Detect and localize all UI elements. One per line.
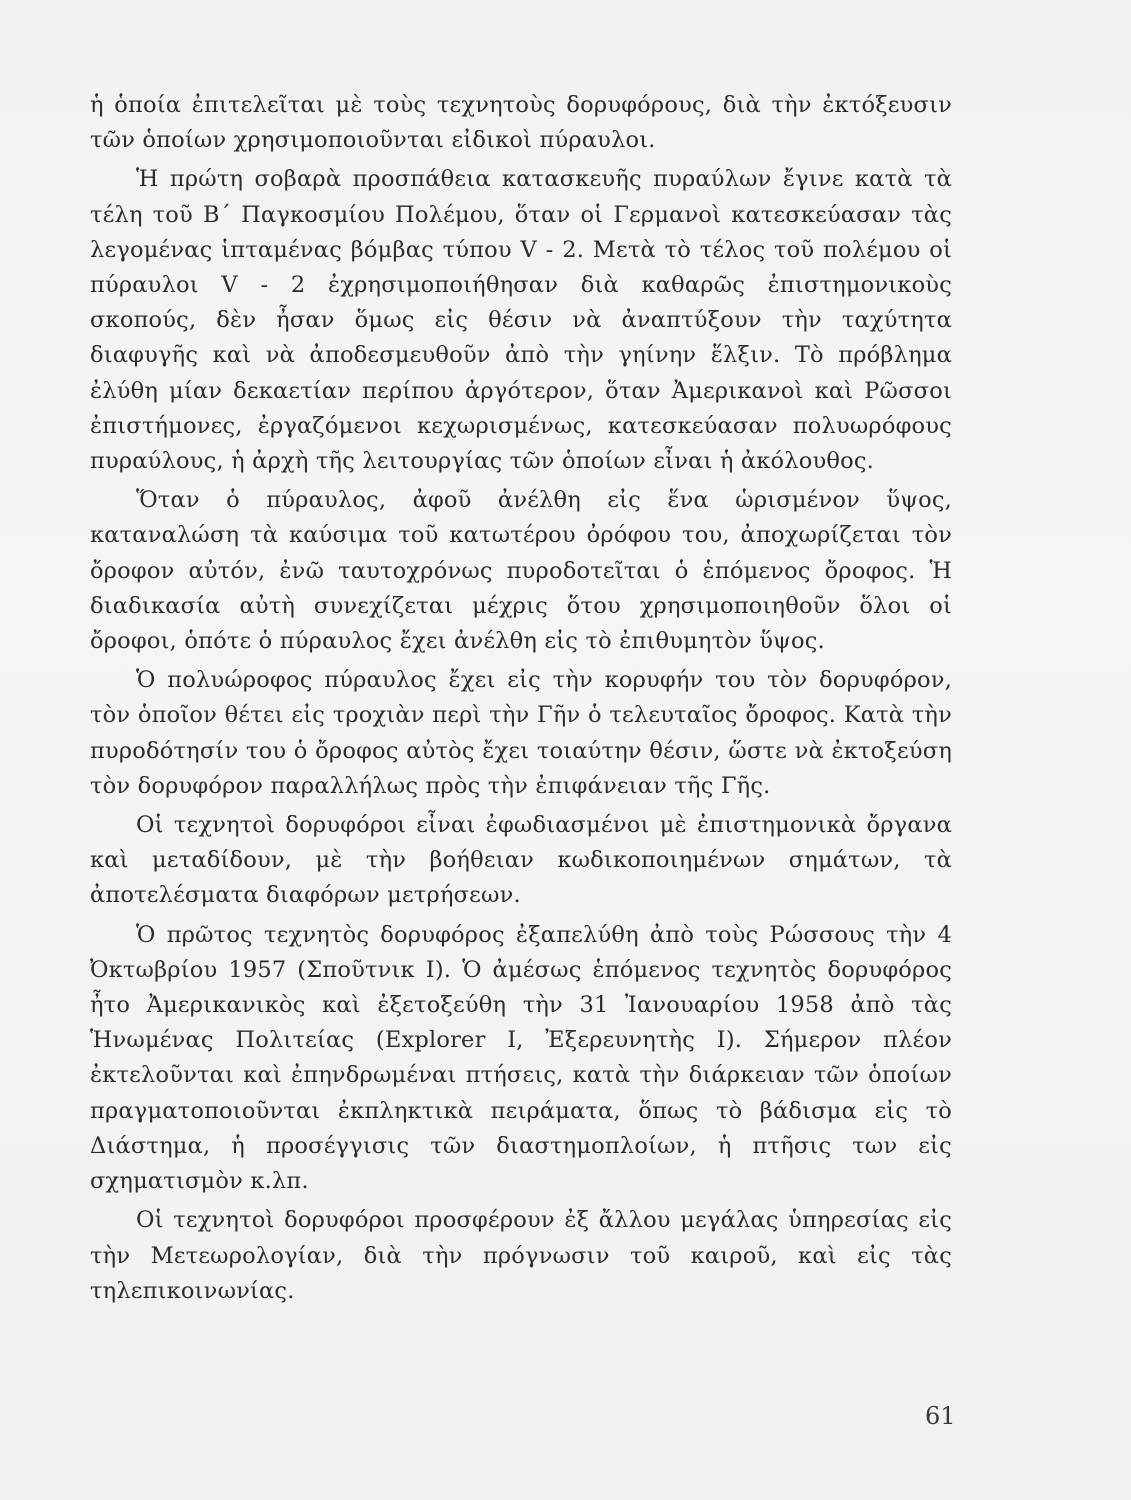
paragraph-continuation: ἡ ὁποία ἐπιτελεῖται μὲ τοὺς τεχνητοὺς δορυφόρους, διὰ τὴν ἐκτόξευσιν τῶν ὁποίων χρησιμοποιοῦνται εἰδικοὶ πύραυλοι. — [90, 92, 952, 154]
paragraph-satellite-services: Οἱ τεχνητοὶ δορυφόροι προσφέρουν ἐξ ἄλλου μεγάλας ὑπηρεσίας εἰς τὴν Μετεωρολογίαν, διὰ τὴν πρόγνωσιν τοῦ καιροῦ, καὶ εἰς τὰς τηλεπικοινωνίας. — [90, 1207, 952, 1304]
paragraph-first-satellites: Ὁ πρῶτος τεχνητὸς δορυφόρος ἐξαπελύθη ἀπὸ τοὺς Ρώσσους τὴν 4 Ὀκτωβρίου 1957 (Σποῦτνικ Ι). Ὁ ἀμέσως ἑπόμενος τεχνητὸς δορυφόρος ἦτο Ἀμερικανικὸς καὶ ἐξετοξεύθη τὴν 31 Ἰανουαρίου 1958 ἀπὸ τὰς Ἡνωμένας Πολιτείας (Explorer I, Ἐξερευνητὴς Ι). Σήμερον πλέον ἐκτελοῦνται καὶ ἐπηνδρωμέναι πτήσεις, κατὰ τὴν διάρκειαν τῶν ὁποίων πραγματοποιοῦνται ἐκπληκτικὰ πειράματα, ὅπως τὸ βάδισμα εἰς τὸ Διάστημα, ἡ προσέγγισις τῶν διαστημοπλοίων, ἡ πτῆσις των εἰς σχηματισμὸν κ.λπ. — [90, 921, 952, 1195]
paragraph-stage-separation: Ὅταν ὁ πύραυλος, ἀφοῦ ἀνέλθη εἰς ἕνα ὡρισμένον ὕψος, καταναλώση τὰ καύσιμα τοῦ κατωτέρου ὀρόφου του, ἀποχωρίζεται τὸν ὄροφον αὐτόν, ἐνῶ ταυτοχρόνως πυροδοτεῖται ὁ ἑπόμενος ὄροφος. Ἡ διαδικασία αὐτὴ συνεχίζεται μέχρις ὅτου χρησιμοποιηθοῦν ὅλοι οἱ ὄροφοι, ὁπότε ὁ πύραυλος ἔχει ἀνέλθη εἰς τὸ ἐπιθυμητὸν ὕψος. — [90, 487, 952, 655]
paragraph-satellite-instruments: Οἱ τεχνητοὶ δορυφόροι εἶναι ἐφωδιασμένοι μὲ ἐπιστημονικὰ ὄργανα καὶ μεταδίδουν, μὲ τὴν βοήθειαν κωδικοποιημένων σημάτων, τὰ ἀποτελέσματα διαφόρων μετρήσεων. — [90, 812, 952, 909]
page-number: 61 — [925, 1402, 956, 1430]
body-text — [90, 88, 952, 1313]
paragraph-satellite-orbit: Ὁ πολυώροφος πύραυλος ἔχει εἰς τὴν κορυφήν του τὸν δορυφόρον, τὸν ὁποῖον θέτει εἰς τροχιὰν περὶ τὴν Γῆν ὁ τελευταῖος ὄροφος. Κατὰ τὴν πυροδότησίν του ὁ ὄροφος αὐτὸς ἔχει τοιαύτην θέσιν, ὥστε νὰ ἐκτοξεύση τὸν δορυφόρον παραλλήλως πρὸς τὴν ἐπιφάνειαν τῆς Γῆς. — [90, 667, 952, 799]
paragraph-first-rockets: Ἡ πρώτη σοβαρὰ προσπάθεια κατασκευῆς πυραύλων ἔγινε κατὰ τὰ τέλη τοῦ Β΄ Παγκοσμίου Πολέμου, ὅταν οἱ Γερμανοὶ κατεσκεύασαν τὰς λεγομένας ἱπταμένας βόμβας τύπου V - 2. Μετὰ τὸ τέλος τοῦ πολέμου οἱ πύραυλοι V - 2 ἐχρησιμοποιήθησαν διὰ καθαρῶς ἐπιστημονικοὺς σκοπούς, δὲν ἦσαν ὅμως εἰς θέσιν νὰ ἀναπτύξουν τὴν ταχύτητα διαφυγῆς καὶ νὰ ἀποδεσμευθοῦν ἀπὸ τὴν γηίνην ἕλξιν. Τὸ πρόβλημα ἐλύθη μίαν δεκαετίαν περίπου ἀργότερον, ὅταν Ἀμερικανοὶ καὶ Ρῶσσοι ἐπιστήμονες, ἐργαζόμενοι κεχωρισμένως, κατεσκεύασαν πολυωρόφους πυραύλους, ἡ ἀρχὴ τῆς λειτουργίας τῶν ὁποίων εἶναι ἡ ἀκόλουθος. — [90, 166, 952, 475]
